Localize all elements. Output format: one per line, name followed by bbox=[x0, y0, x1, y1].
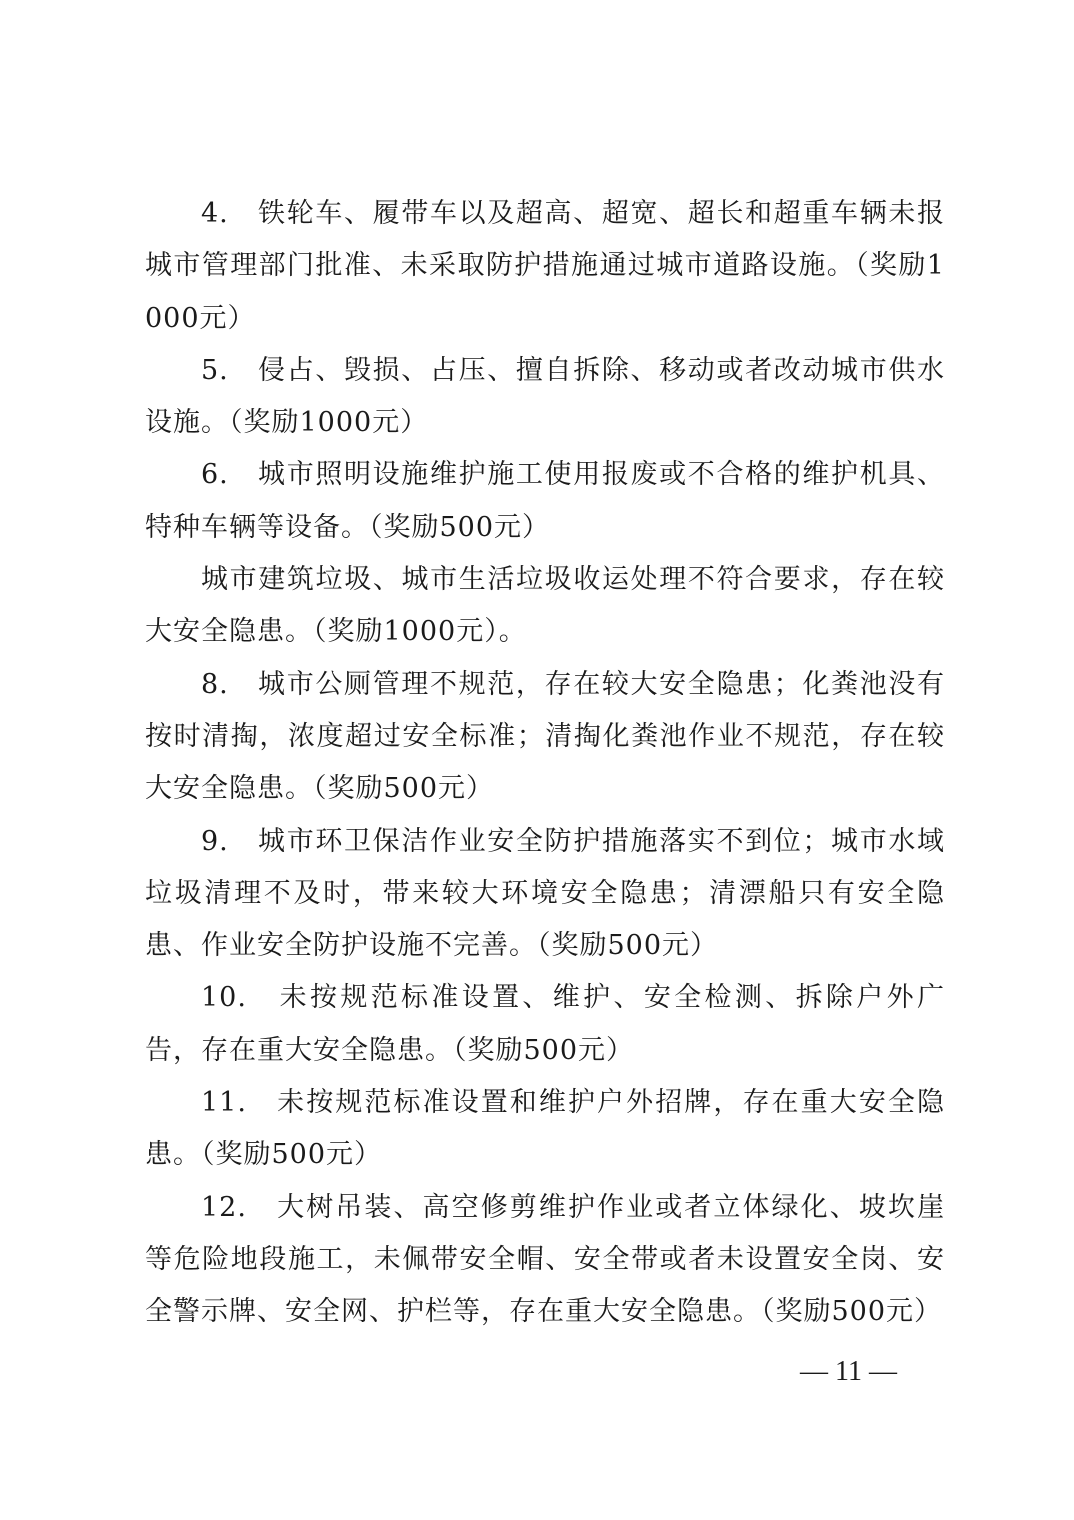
item-4: 4. 铁轮车、履带车以及超高、超宽、超长和超重车辆未报城市管理部门批准、未采取防护措施通过城市道路设施。（奖励1000元） bbox=[145, 198, 945, 334]
item-5: 5. 侵占、毁损、占压、擅自拆除、移动或者改动城市供水设施。（奖励1000元） bbox=[145, 354, 945, 439]
item-9: 9. 城市环卫保洁作业安全防护措施落实不到位；城市水域垃圾清理不及时，带来较大环境安全隐患；清漂船只有安全隐患、作业安全防护设施不完善。（奖励500元） bbox=[145, 825, 945, 962]
item-8: 8. 城市公厕管理不规范，存在较大安全隐患；化粪池没有按时清掏，浓度超过安全标准；清掏化粪池作业不规范，存在较大安全隐患。（奖励500元） bbox=[145, 668, 945, 805]
item-6: 6. 城市照明设施维护施工使用报废或不合格的维护机具、特种车辆等设备。（奖励500元） bbox=[145, 459, 945, 543]
item-12: 12. 大树吊装、高空修剪维护作业或者立体绿化、坡坎崖等危险地段施工，未佩带安全帽、安全带或者未设置安全岗、安全警示牌、安全网、护栏等，存在重大安全隐患。（奖励500元） bbox=[145, 1191, 945, 1328]
page-number: — 11 — bbox=[800, 1356, 897, 1387]
item-10: 10. 未按规范标准设置、维护、安全检测、拆除户外广告，存在重大安全隐患。（奖励500元） bbox=[145, 982, 945, 1066]
document-body bbox=[145, 188, 945, 1339]
item-11: 11. 未按规范标准设置和维护户外招牌，存在重大安全隐患。（奖励500元） bbox=[145, 1087, 945, 1171]
item-7: 城市建筑垃圾、城市生活垃圾收运处理不符合要求，存在较大安全隐患。（奖励1000元）。 bbox=[145, 564, 945, 648]
